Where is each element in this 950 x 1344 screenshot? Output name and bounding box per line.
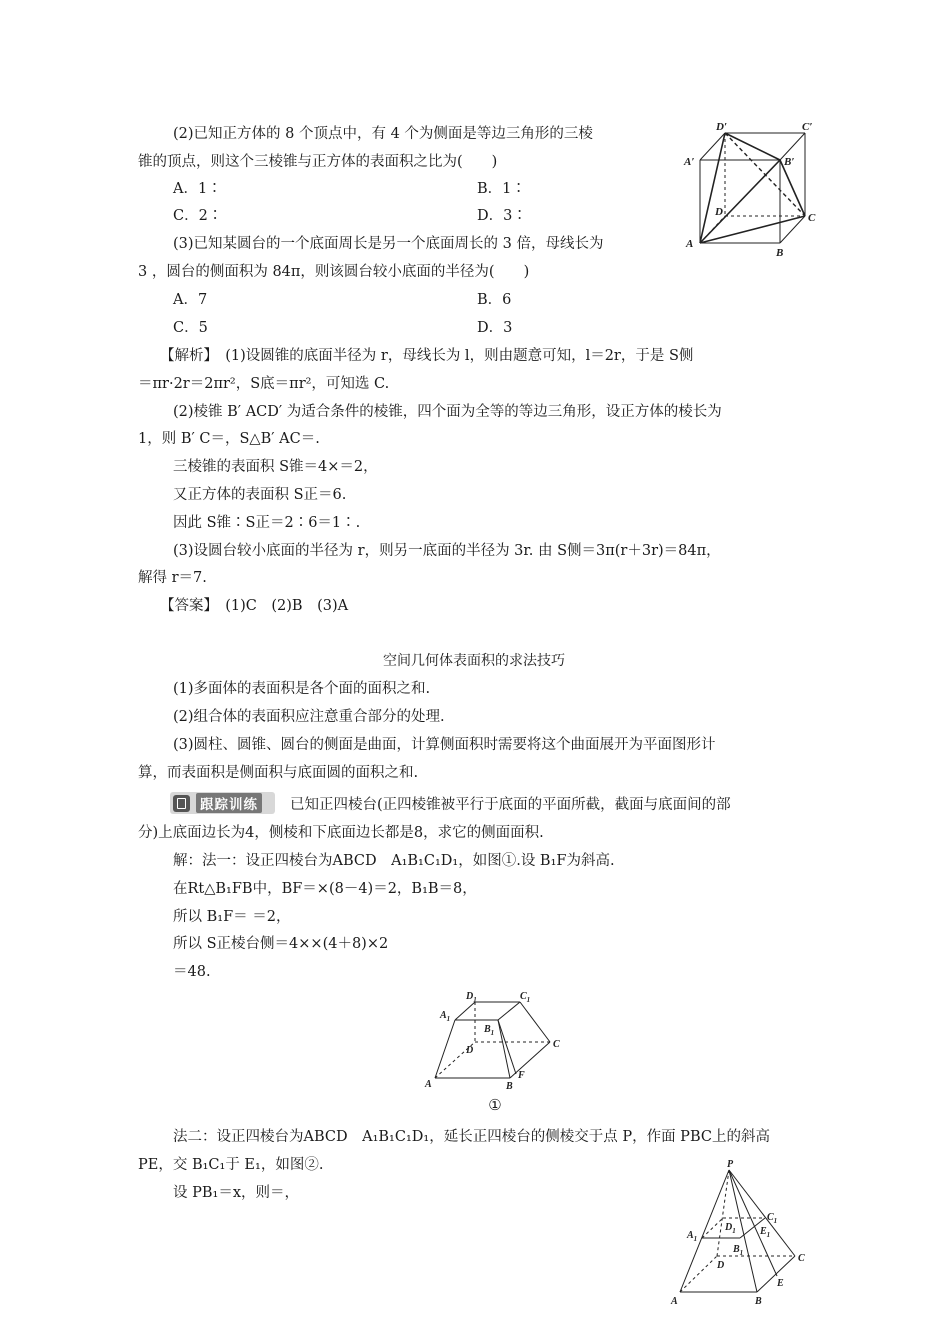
label-C: C (798, 1253, 805, 1264)
label-B: B (776, 247, 784, 259)
label-A1: A′ (684, 156, 695, 168)
svg-text:A1: $A_1$ (440, 1010, 451, 1023)
analysis-line: ＝πr·2r＝2πr²，S底＝πr²，可知选 C. (138, 376, 390, 392)
text-line: 锥的顶点，则这个三棱锥与正方体的表面积之比为( ) (138, 154, 498, 170)
option-d: D．3∶ (477, 208, 527, 224)
option-c: C．5 (173, 320, 208, 336)
solution-line: 所以 S正棱台侧＝4××(4＋8)×2 (173, 936, 389, 952)
solution-line: 在Rt△B₁FB中，BF＝×(8－4)＝2，B₁B＝8， (173, 881, 477, 897)
label-A: A (671, 1296, 678, 1307)
analysis-line: 解得 r＝7. (138, 570, 207, 586)
svg-text:C1: $C_1$ (767, 1212, 778, 1225)
section-title: 空间几何体表面积的求法技巧 (383, 653, 565, 669)
label-B1: B (484, 1024, 491, 1035)
text-line: (1)多面体的表面积是各个面的面积之和. (173, 681, 431, 697)
frustum-figure (420, 990, 570, 1090)
label-E: E (777, 1278, 784, 1289)
analysis-line: 又正方体的表面积 S正＝6. (173, 487, 347, 503)
document-icon (173, 795, 190, 812)
label-D1: D (725, 1222, 733, 1233)
label-C1: C (767, 1212, 774, 1223)
svg-text:B1: $B_1$ (733, 1244, 744, 1257)
option-b: B．1∶ (477, 181, 526, 197)
solution-line: PE，交 B₁C₁于 E₁，如图②. (138, 1157, 324, 1173)
analysis-line: (2)棱锥 B′ ACD′ 为适合条件的棱锥，四个面为全等的等边三角形，设正方体的棱长为 (173, 404, 722, 420)
label-D: D (715, 206, 723, 218)
text-line: 3 ，圆台的侧面积为 84π，则该圆台较小底面的半径为( ) (138, 264, 530, 280)
label-F: F (518, 1070, 525, 1081)
exercise-line: 分)上底面边长为4，侧棱和下底面边长都是8，求它的侧面面积. (138, 825, 544, 841)
label-C1: C (520, 991, 527, 1002)
solution-line: 所以 B₁F＝ ＝2， (173, 909, 291, 925)
analysis-line: 【解析】 (1)设圆锥的底面半径为 r，母线长为 l，则由题意可知，l＝2r，于是 S侧 (160, 348, 694, 364)
label-D1: D′ (716, 121, 728, 133)
option-b: B．6 (477, 292, 512, 308)
label-A1: A (687, 1230, 694, 1241)
analysis-line: 1，则 B′ C＝，S△B′ AC＝. (138, 431, 320, 447)
badge-label: 跟踪训练 (196, 793, 262, 813)
solution-line: 解：法一：设正四棱台为ABCD A₁B₁C₁D₁，如图①.设 B₁F为斜高. (173, 853, 615, 869)
solution-line: 设 PB₁＝x，则＝， (173, 1185, 300, 1201)
text-line: 算，而表面积是侧面积与底面圆的面积之和. (138, 765, 419, 781)
answer-line: 【答案】 (1)C (2)B (3)A (160, 598, 349, 614)
label-B1: B′ (784, 156, 795, 168)
solution-line: 法二：设正四棱台为ABCD A₁B₁C₁D₁，延长正四棱台的侧棱交于点 P，作面 PBC上的斜高 (173, 1129, 770, 1145)
svg-text:B1: $B_1$ (484, 1024, 495, 1037)
label-A1: A (440, 1010, 447, 1021)
option-d: D．3 (477, 320, 513, 336)
analysis-line: 三棱锥的表面积 S锥＝4×＝2， (173, 459, 378, 475)
cube-figure (680, 118, 820, 263)
label-C: C (808, 212, 816, 224)
option-a: A．1∶ (173, 181, 222, 197)
svg-text:D1: $D_1$ (466, 991, 477, 1004)
label-B: B (506, 1081, 513, 1090)
label-A: A (425, 1079, 432, 1090)
svg-text:C1: $C_1$ (520, 991, 531, 1004)
practice-badge (170, 792, 275, 814)
pyramid-figure (665, 1158, 815, 1308)
text-line: (3)圆柱、圆锥、圆台的侧面是曲面，计算侧面积时需要将这个曲面展开为平面图形计 (173, 737, 716, 753)
svg-text:D1: $D_1$ (725, 1222, 736, 1235)
label-D: D (466, 1045, 474, 1056)
label-C: C (553, 1039, 560, 1050)
svg-text:A1: $A_1$ (687, 1230, 698, 1243)
label-P: P (727, 1159, 734, 1170)
label-E1: E (760, 1226, 767, 1237)
analysis-line: (3)设圆台较小底面的半径为 r，则另一底面的半径为 3r. 由 S侧＝3π(r＋3r)＝84π， (173, 543, 721, 559)
option-a: A．7 (173, 292, 208, 308)
option-c: C．2∶ (173, 208, 223, 224)
exercise-line: 已知正四棱台(正四棱锥被平行于底面的平面所截，截面与底面间的部 (290, 797, 731, 813)
label-A: A (686, 238, 694, 250)
solution-line: ＝48. (173, 964, 211, 980)
label-D1: D (466, 991, 474, 1002)
analysis-line: 因此 S锥∶S正＝2∶6＝1∶. (173, 515, 361, 531)
text-line: (2)已知正方体的 8 个顶点中，有 4 个为侧面是等边三角形的三棱 (173, 126, 593, 142)
label-D: D (717, 1260, 725, 1271)
text-line: (2)组合体的表面积应注意重合部分的处理. (173, 709, 445, 725)
label-B1: B (733, 1244, 740, 1255)
text-line: (3)已知某圆台的一个底面周长是另一个底面周长的 3 倍，母线长为 (173, 236, 604, 252)
svg-text:E1: $E_1$ (760, 1226, 771, 1239)
label-B: B (755, 1296, 762, 1307)
figure1-caption: ① (488, 1096, 502, 1114)
label-C1: C′ (802, 121, 813, 133)
